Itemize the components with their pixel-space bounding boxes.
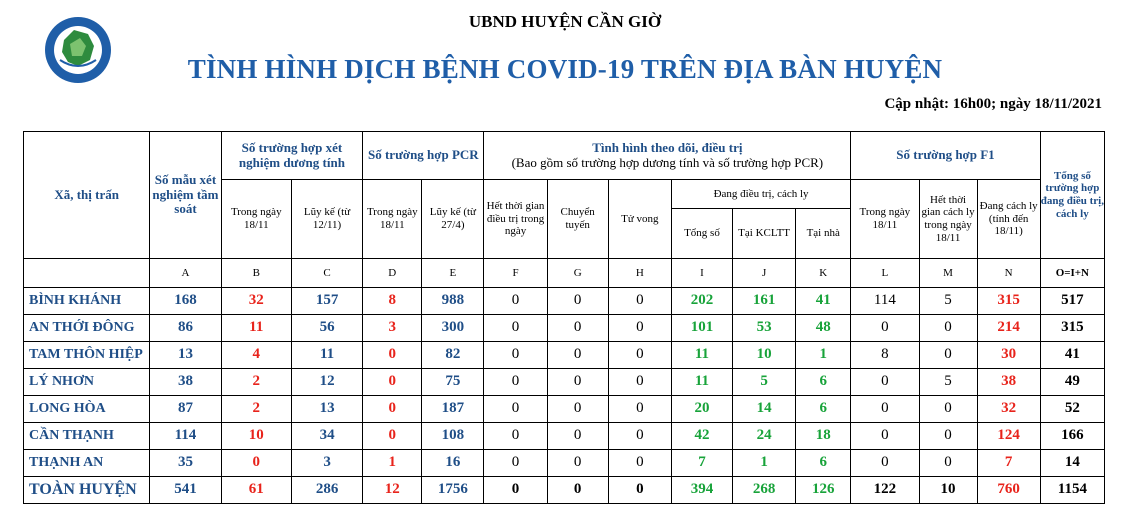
total-row: [24, 477, 1105, 504]
col-letter: M: [919, 259, 977, 288]
col-letter: N: [977, 259, 1040, 288]
cell-value: 32: [221, 288, 291, 315]
cell-value: 13: [291, 396, 362, 423]
header-done: Hết thời gian điều trị trong ngày: [484, 180, 547, 259]
cell-value: 10: [221, 423, 291, 450]
cell-value: 30: [977, 342, 1040, 369]
cell-value: 34: [291, 423, 362, 450]
header-f1-iso: Đang cách ly (tính đến 18/11): [977, 180, 1040, 259]
cell-value: 11: [221, 315, 291, 342]
cell-value: 0: [851, 315, 919, 342]
cell-value: 0: [851, 423, 919, 450]
cell-value: 0: [608, 450, 671, 477]
cell-value: 0: [547, 342, 608, 369]
col-letter: F: [484, 259, 547, 288]
cell-value: 122: [851, 477, 919, 504]
cell-value: 541: [150, 477, 221, 504]
cell-value: 86: [150, 315, 221, 342]
cell-value: 0: [484, 477, 547, 504]
cell-value: 0: [484, 288, 547, 315]
header-pos-day: Trong ngày 18/11: [221, 180, 291, 259]
header-tr-total: Tổng số: [671, 209, 732, 259]
cell-value: 52: [1040, 396, 1104, 423]
cell-value: 126: [796, 477, 851, 504]
cell-value: 56: [291, 315, 362, 342]
cell-value: 38: [150, 369, 221, 396]
cell-value: 8: [363, 288, 422, 315]
cell-value: 49: [1040, 369, 1104, 396]
header-positive: Số trường hợp xét nghiệm dương tính: [221, 132, 363, 180]
commune-name: BÌNH KHÁNH: [24, 288, 150, 315]
cell-value: 0: [547, 450, 608, 477]
cell-value: 161: [733, 288, 796, 315]
col-letter: H: [608, 259, 671, 288]
cell-value: 760: [977, 477, 1040, 504]
cell-value: 0: [919, 423, 977, 450]
cell-value: 0: [484, 315, 547, 342]
cell-value: 10: [919, 477, 977, 504]
header-f1-day: Trong ngày 18/11: [851, 180, 919, 259]
cell-value: 0: [608, 315, 671, 342]
org-name: UBND HUYỆN CẦN GIỜ: [468, 12, 662, 31]
cell-value: 42: [671, 423, 732, 450]
cell-value: 0: [221, 450, 291, 477]
cell-value: 0: [363, 369, 422, 396]
cell-value: 286: [291, 477, 362, 504]
cell-value: 35: [150, 450, 221, 477]
cell-value: 1154: [1040, 477, 1104, 504]
header-pcr-cum: Lũy kế (từ 27/4): [422, 180, 484, 259]
cell-value: 114: [150, 423, 221, 450]
cell-value: 1756: [422, 477, 484, 504]
cell-value: 0: [608, 369, 671, 396]
cell-value: 0: [851, 450, 919, 477]
commune-name: THẠNH AN: [24, 450, 150, 477]
update-time: Cập nhật: 16h00; ngày 18/11/2021: [884, 96, 1102, 112]
cell-value: 14: [733, 396, 796, 423]
table-row: [24, 342, 1105, 369]
cell-value: 13: [150, 342, 221, 369]
col-letter: D: [363, 259, 422, 288]
cell-value: 32: [977, 396, 1040, 423]
cell-value: 6: [796, 396, 851, 423]
cell-value: 0: [547, 315, 608, 342]
table-row: [24, 315, 1105, 342]
cell-value: 187: [422, 396, 484, 423]
cell-value: 0: [363, 423, 422, 450]
cell-value: 0: [608, 342, 671, 369]
header-tr-kcltt: Tại KCLTT: [733, 209, 796, 259]
cell-value: 20: [671, 396, 732, 423]
cell-value: 7: [671, 450, 732, 477]
cell-value: 38: [977, 369, 1040, 396]
cell-value: 48: [796, 315, 851, 342]
cell-value: 214: [977, 315, 1040, 342]
cell-value: 0: [363, 396, 422, 423]
cell-value: 5: [919, 288, 977, 315]
header-tracking-sub: (Bao gồm số trường hợp dương tính và số trường hợp PCR): [511, 154, 824, 170]
table-row: [24, 369, 1105, 396]
cell-value: 6: [796, 369, 851, 396]
header-death: Tử vong: [608, 180, 671, 259]
cell-value: 6: [796, 450, 851, 477]
table-row: [24, 396, 1105, 423]
cell-value: 16: [422, 450, 484, 477]
col-letter: J: [733, 259, 796, 288]
cell-value: 61: [221, 477, 291, 504]
commune-name: LÝ NHƠN: [24, 369, 150, 396]
cell-value: 0: [363, 342, 422, 369]
cell-value: 108: [422, 423, 484, 450]
header-pos-cum: Lũy kế (từ 12/11): [291, 180, 362, 259]
cell-value: 0: [608, 288, 671, 315]
header-f1-done: Hết thời gian cách ly trong ngày 18/11: [919, 180, 977, 259]
cell-value: 0: [608, 396, 671, 423]
header-total: Tổng số trường hợp đang điều trị, cách ly: [1040, 132, 1104, 259]
cell-value: 0: [484, 369, 547, 396]
header-transfer: Chuyển tuyến: [547, 180, 608, 259]
cell-value: 114: [851, 288, 919, 315]
cell-value: 0: [547, 369, 608, 396]
col-letter: K: [796, 259, 851, 288]
cell-value: 300: [422, 315, 484, 342]
cell-value: 12: [291, 369, 362, 396]
cell-value: 5: [919, 369, 977, 396]
cell-value: 24: [733, 423, 796, 450]
cell-value: 3: [363, 315, 422, 342]
table-row: [24, 450, 1105, 477]
header-pcr-day: Trong ngày 18/11: [363, 180, 422, 259]
header-samples: Số mẫu xét nghiệm tầm soát: [150, 132, 221, 259]
cell-value: 41: [1040, 342, 1104, 369]
header-commune: Xã, thị trấn: [24, 132, 150, 259]
commune-name: CẦN THẠNH: [24, 423, 150, 450]
cell-value: 168: [150, 288, 221, 315]
cell-value: 315: [1040, 315, 1104, 342]
col-letter: G: [547, 259, 608, 288]
col-letter: L: [851, 259, 919, 288]
cell-value: 41: [796, 288, 851, 315]
cell-value: 1: [363, 450, 422, 477]
cell-value: 1: [796, 342, 851, 369]
cell-value: 53: [733, 315, 796, 342]
cell-value: 0: [919, 450, 977, 477]
covid-table: [23, 131, 1105, 504]
letters-row: [24, 259, 1105, 288]
cell-value: 0: [547, 288, 608, 315]
header-f1: Số trường hợp F1: [851, 132, 1040, 180]
cell-value: 202: [671, 288, 732, 315]
cell-value: 394: [671, 477, 732, 504]
cell-value: 7: [977, 450, 1040, 477]
page-title: TÌNH HÌNH DỊCH BỆNH COVID-19 TRÊN ĐỊA BÀN HUYỆN: [187, 54, 943, 84]
cell-value: 988: [422, 288, 484, 315]
cell-value: 0: [608, 423, 671, 450]
cell-value: 0: [484, 342, 547, 369]
cell-value: 10: [733, 342, 796, 369]
col-letter: O=I+N: [1040, 259, 1104, 288]
cell-value: 0: [851, 396, 919, 423]
cell-value: 0: [919, 342, 977, 369]
cell-value: 0: [919, 396, 977, 423]
col-letter: A: [150, 259, 221, 288]
cell-value: 517: [1040, 288, 1104, 315]
cell-value: 0: [851, 369, 919, 396]
cell-value: 0: [547, 396, 608, 423]
cell-value: 75: [422, 369, 484, 396]
cell-value: 18: [796, 423, 851, 450]
cell-value: 315: [977, 288, 1040, 315]
cell-value: 0: [919, 315, 977, 342]
cell-value: 4: [221, 342, 291, 369]
commune-name: AN THỚI ĐÔNG: [24, 315, 150, 342]
col-letter: E: [422, 259, 484, 288]
cell-value: 0: [484, 423, 547, 450]
cell-value: 0: [608, 477, 671, 504]
header-tr-home: Tại nhà: [796, 209, 851, 259]
cell-value: 14: [1040, 450, 1104, 477]
cell-value: 5: [733, 369, 796, 396]
cell-value: 124: [977, 423, 1040, 450]
commune-name: LONG HÒA: [24, 396, 150, 423]
cell-value: 1: [733, 450, 796, 477]
commune-name: TAM THÔN HIỆP: [24, 342, 150, 369]
cell-value: 0: [484, 396, 547, 423]
cell-value: 82: [422, 342, 484, 369]
cell-value: 2: [221, 369, 291, 396]
cell-value: 87: [150, 396, 221, 423]
header-tracking: [484, 132, 851, 180]
cell-value: 0: [484, 450, 547, 477]
cell-value: 268: [733, 477, 796, 504]
cell-value: 0: [547, 423, 608, 450]
header-pcr: Số trường hợp PCR: [363, 132, 484, 180]
cell-value: 11: [291, 342, 362, 369]
commune-name: TOÀN HUYỆN: [24, 477, 150, 504]
cell-value: 0: [547, 477, 608, 504]
table-row: [24, 288, 1105, 315]
cell-value: 157: [291, 288, 362, 315]
cell-value: 2: [221, 396, 291, 423]
col-letter: B: [221, 259, 291, 288]
col-letter: I: [671, 259, 732, 288]
col-letter: C: [291, 259, 362, 288]
cell-value: 166: [1040, 423, 1104, 450]
header-tracking-title: Tình hình theo dõi, điều trị: [592, 139, 743, 155]
cell-value: 3: [291, 450, 362, 477]
header-treating: Đang điều trị, cách ly: [671, 180, 850, 209]
cell-value: 11: [671, 369, 732, 396]
cell-value: 11: [671, 342, 732, 369]
cell-value: 101: [671, 315, 732, 342]
cell-value: 8: [851, 342, 919, 369]
cell-value: 12: [363, 477, 422, 504]
table-row: [24, 423, 1105, 450]
